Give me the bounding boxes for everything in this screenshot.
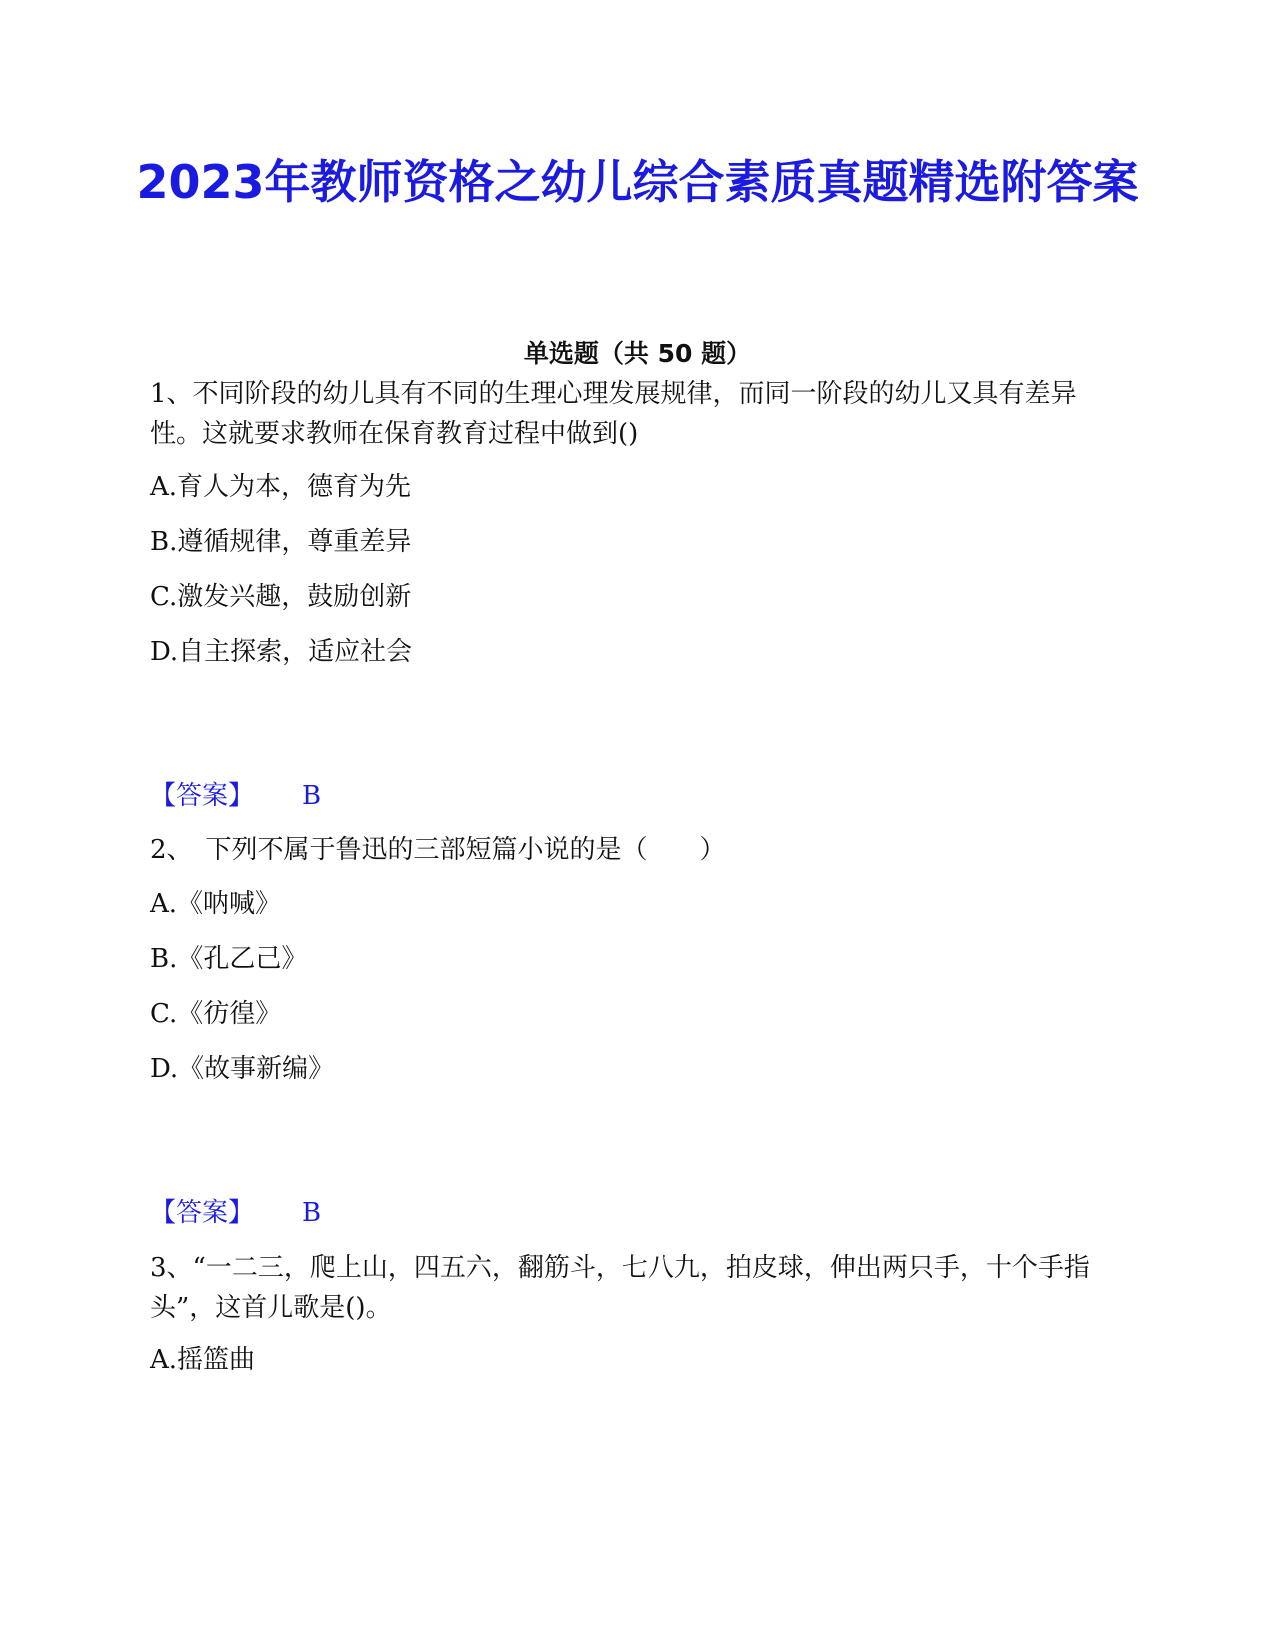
question-2-text: 2、 下列不属于鲁迅的三部短篇小说的是（ ） [150,835,726,865]
answer-value: B [302,781,322,811]
section-title: 单选题（共 50 题） [523,339,752,368]
question-1-option-d: D.自主探索，适应社会 [150,637,413,667]
question-1-option-c: C.激发兴趣，鼓励创新 [150,582,412,612]
question-2-option-a: A.《呐喊》 [150,889,282,919]
question-2-option-d: D.《故事新编》 [150,1054,335,1084]
answer-value: B [302,1198,322,1228]
answer-label: 【答案】 [150,781,255,811]
question-1-text: 1、不同阶段的幼儿具有不同的生理心理发展规律，而同一阶段的幼儿又具有差异性。这就要求教师在保育教育过程中做到() [150,379,1077,449]
question-2-answer [150,1195,321,1231]
question-2-option-c: C.《彷徨》 [150,999,282,1029]
document-title: 2023年教师资格之幼儿综合素质真题精选附答案 [136,155,1139,209]
question-2-option-b: B.《孔乙己》 [150,944,308,974]
answer-label: 【答案】 [150,1198,255,1228]
question-1-option-a: A.育人为本，德育为先 [150,472,412,502]
question-1-option-b: B.遵循规律，尊重差异 [150,527,412,557]
question-3-text: 3、“一二三，爬上山，四五六，翻筋斗，七八九，拍皮球，伸出两只手，十个手指头”，这首儿歌是()。 [150,1253,1090,1323]
question-1-answer [150,778,321,814]
question-3-option-a: A.摇篮曲 [150,1345,256,1375]
